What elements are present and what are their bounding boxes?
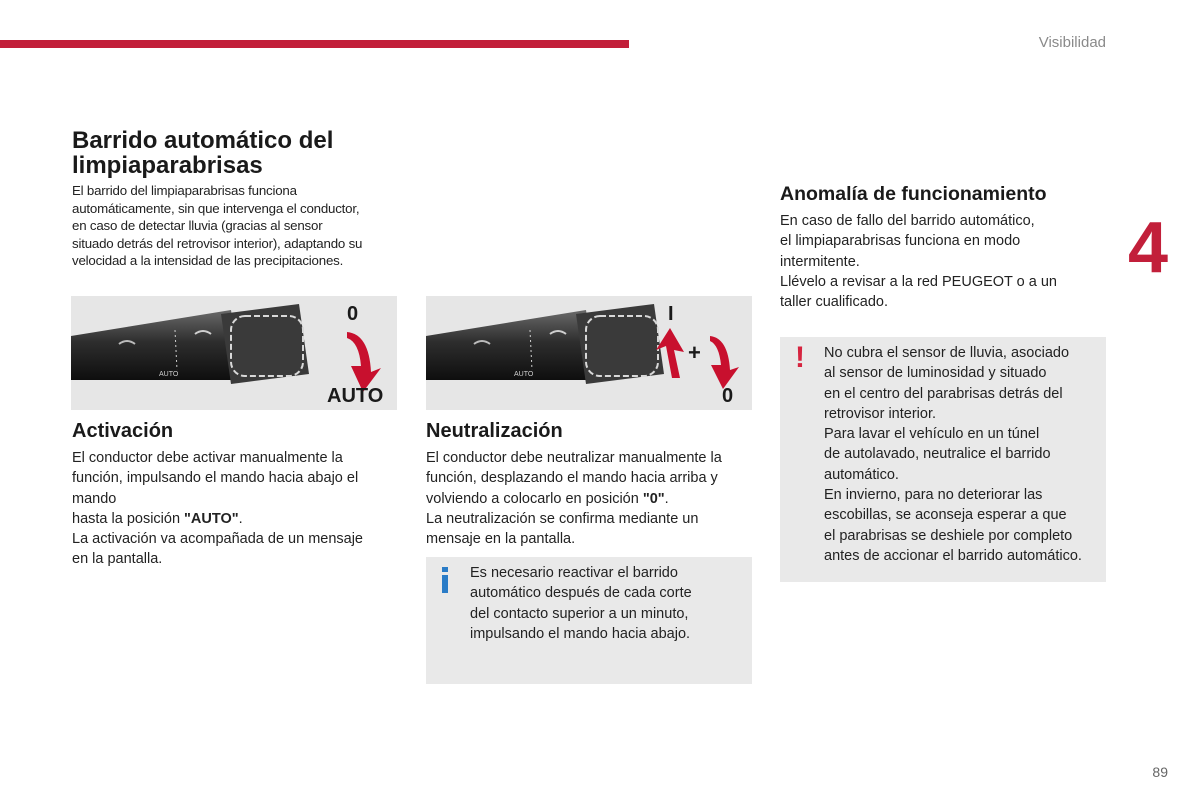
wiper-stalk-auto-figure (71, 296, 397, 410)
activation-line: hasta la posición "AUTO". (72, 510, 243, 527)
neutralization-illustration (426, 296, 752, 410)
neutralization-line: El conductor debe neutralizar manualmente la (426, 450, 722, 466)
intro-line: automáticamente, sin que intervenga el conductor, (72, 200, 360, 216)
position-zero-label: 0 (347, 303, 359, 325)
activation-heading: Activación (72, 420, 174, 442)
stalk-auto-label: AUTO (159, 371, 179, 378)
warning-note-text (824, 343, 1104, 566)
warning-icon: ! (795, 341, 805, 374)
wiper-stalk-neutral-figure (426, 296, 752, 410)
chapter-number: 4 (1128, 208, 1169, 288)
warning-line: de autolavado, neutralice el barrido (824, 446, 1051, 463)
position-auto-label: AUTO (327, 385, 384, 407)
malfunction-line: taller cualificado. (780, 294, 888, 311)
malfunction-heading: Anomalía de funcionamiento (780, 183, 1047, 205)
zero-position-value: "0" (642, 490, 665, 507)
activation-line: en la pantalla. (72, 551, 163, 568)
intro-line: velocidad a la intensidad de las precipitaciones. (72, 253, 344, 268)
warning-line: automático. (824, 466, 899, 483)
info-note-line: Es necesario reactivar el barrido (470, 565, 678, 581)
info-note-line: automático después de cada corte (470, 585, 692, 602)
intro-line: situado detrás del retrovisor interior), adaptando su (72, 235, 363, 251)
malfunction-paragraph (780, 211, 1100, 312)
neutralization-line: volviendo a colocarlo en posición "0". (426, 490, 669, 507)
down-arrow-icon (710, 336, 739, 389)
page-number: 89 (1152, 764, 1168, 780)
warning-line: En invierno, para no deteriorar las (824, 487, 1043, 504)
warning-line: Para lavar el vehículo en un túnel (824, 426, 1040, 443)
malfunction-line: En caso de fallo del barrido automático, (780, 213, 1035, 229)
header-accent-bar (0, 40, 629, 48)
plus-symbol: + (688, 340, 701, 365)
section-title: Visibilidad (1038, 34, 1106, 51)
warning-line: en el centro del parabrisas detrás del (824, 385, 1063, 402)
warning-line: al sensor de luminosidad y situado (824, 365, 1047, 382)
intro-paragraph (72, 182, 407, 270)
auto-position-value: "AUTO" (184, 510, 239, 527)
intro-line: en caso de detectar lluvia (gracias al sensor (72, 218, 323, 233)
activation-line: El conductor debe activar manualmente la (72, 450, 343, 466)
activation-line: La activación va acompañada de un mensaje (72, 531, 363, 548)
activation-paragraph (72, 448, 402, 570)
warning-line: No cubra el sensor de lluvia, asociado (824, 345, 1070, 361)
stalk-auto-label: AUTO (514, 371, 534, 378)
info-note-box (426, 557, 752, 684)
malfunction-line: intermitente. (780, 253, 860, 270)
warning-line: retrovisor interior. (824, 405, 937, 422)
position-one-label: I (668, 303, 674, 325)
position-zero-label: 0 (722, 385, 734, 407)
page-title (72, 128, 412, 178)
warning-note-box (780, 337, 1106, 582)
neutralization-heading: Neutralización (426, 420, 563, 442)
neutralization-line: mensaje en la pantalla. (426, 531, 576, 548)
intro-line: El barrido del limpiaparabrisas funciona (72, 183, 297, 198)
warning-line: el parabrisas se deshiele por completo (824, 527, 1073, 544)
warning-line: antes de accionar el barrido automático. (824, 547, 1082, 564)
neutralization-paragraph (426, 448, 756, 549)
page-title-line-2: limpiaparabrisas (72, 152, 263, 179)
malfunction-line: Llévelo a revisar a la red PEUGEOT o a un (780, 273, 1057, 290)
stalk-body (426, 310, 596, 380)
page-title-line-1: Barrido automático del (72, 127, 334, 154)
neutralization-line: función, desplazando el mando hacia arriba y (426, 470, 718, 487)
info-note-text (470, 563, 740, 644)
warning-line: escobillas, se aconseja esperar a que (824, 507, 1067, 524)
info-note-line: impulsando el mando hacia abajo. (470, 625, 691, 642)
activation-line: función, impulsando el mando hacia abajo el mando (72, 470, 359, 507)
malfunction-line: el limpiaparabrisas funciona en modo (780, 233, 1021, 250)
down-arrow-icon (347, 332, 381, 392)
info-note-line: del contacto superior a un minuto, (470, 605, 689, 622)
activation-illustration (71, 296, 397, 410)
info-icon (438, 567, 452, 593)
stalk-body (71, 310, 241, 380)
neutralization-line: La neutralización se confirma mediante un (426, 510, 699, 527)
